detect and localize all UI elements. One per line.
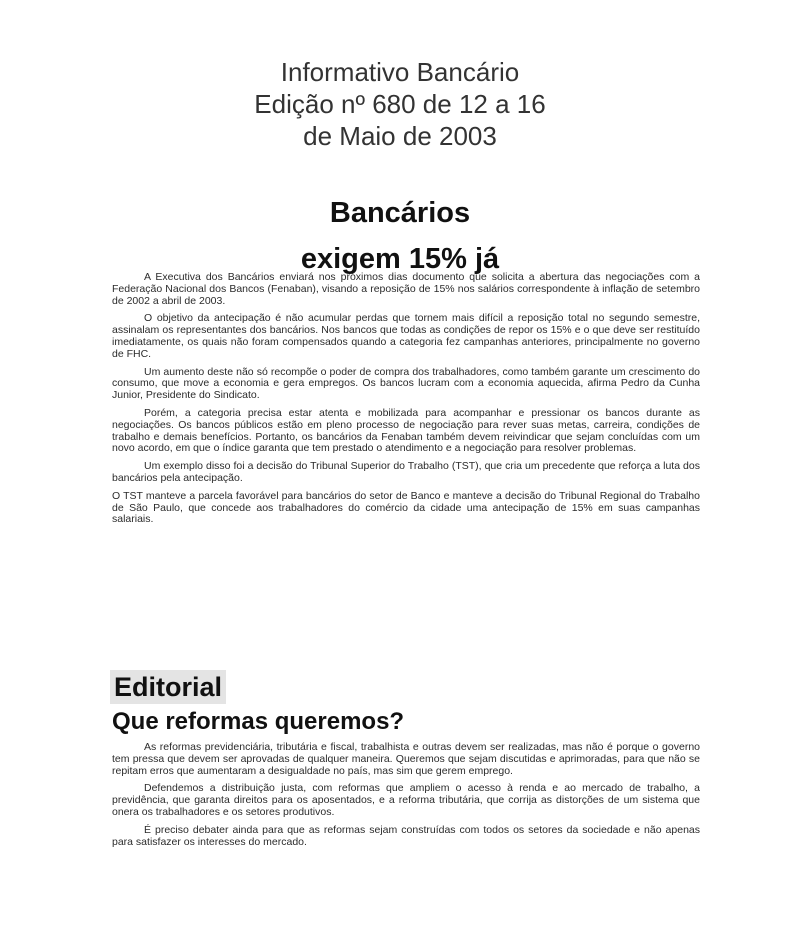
article-body [112, 272, 700, 532]
editorial-paragraph: É preciso debater ainda para que as reformas sejam construídas com todos os setores da sociedade e não apenas para satisfazer os interesses do mercado. [112, 823, 700, 848]
editorial-body [112, 742, 700, 854]
masthead-title: Informativo Bancário [280, 57, 520, 87]
article-paragraph: Um aumento deste não só recompõe o poder de compra dos trabalhadores, como também garante um crescimento do consumo, que move a economia e gera empregos. Os bancos lucram com a economia aquecida, afirma Pedro da Cunha Junior, Presidente do Sindicato. [112, 365, 700, 402]
editorial-paragraph: As reformas previdenciária, tributária e fiscal, trabalhista e outras devem ser realizadas, mas não é porque o governo tem pressa que devem ser aprovadas de qualquer maneira. Queremos que sejam discutidas e aprimoradas, para que não se repitam erros que aumentaram a desigualdade no país, mas sim que gerem emprego. [112, 741, 700, 777]
masthead [0, 56, 800, 152]
article-paragraph: A Executiva dos Bancários enviará nos próximos dias documento que solicita a abertura das negociações com a Federação Nacional dos Bancos (Fenaban), visando a reposição de 15% nos salários correspondente à inflação de setembro de 2002 a abril de 2003. [112, 271, 700, 307]
masthead-date: de Maio de 2003 [303, 121, 497, 151]
editorial-title: Que reformas queremos? [112, 708, 405, 735]
editorial-section-label: Editorial [110, 670, 226, 704]
headline-line-1: Bancários [329, 197, 471, 229]
article-paragraph: O TST manteve a parcela favorável para bancários do setor de Banco e manteve a decisão do Tribunal Regional do Trabalho de São Paulo, que concede aos trabalhadores do comércio da cidade uma antecipação de 15% em suas campanhas salariais. [112, 489, 700, 526]
article-headline [0, 190, 800, 282]
article-paragraph: Um exemplo disso foi a decisão do Tribunal Superior do Trabalho (TST), que cria um precedente que reforça a luta dos bancários pela antecipação. [112, 460, 700, 484]
headline-line-2: exigem 15% já [300, 243, 500, 275]
article-paragraph: O objetivo da antecipação é não acumular perdas que tornem mais difícil a reposição total no segundo semestre, assinalam os representantes dos bancários. Nos bancos que todas as condições de repor os 15% e o que deve ser restituído imediatamente, os quais não foram compensados quando a categoria fez campanhas anteriores, principalmente no governo de FHC. [112, 312, 700, 360]
masthead-edition: Edição nº 680 de 12 a 16 [254, 89, 546, 119]
article-paragraph: Porém, a categoria precisa estar atenta e mobilizada para acompanhar e pressionar os bancos durante as negociações. Os bancos públicos estão em pleno processo de negociação para rever suas metas, carreira, condições de trabalho e demais benefícios. Portanto, os bancários da Fenaban também devem reivindicar que sejam concluídas com um novo acordo, em que o índice garanta que tem prestado o atendimento e a negociação para resolver problemas. [112, 406, 700, 455]
editorial-paragraph: Defendemos a distribuição justa, com reformas que ampliem o acesso à renda e ao mercado de trabalho, a previdência, que garanta direitos para os aposentados, e a reforma tributária, que corrija as distorções de um sistema que onera os trabalhadores e os setores produtivos. [112, 782, 700, 818]
